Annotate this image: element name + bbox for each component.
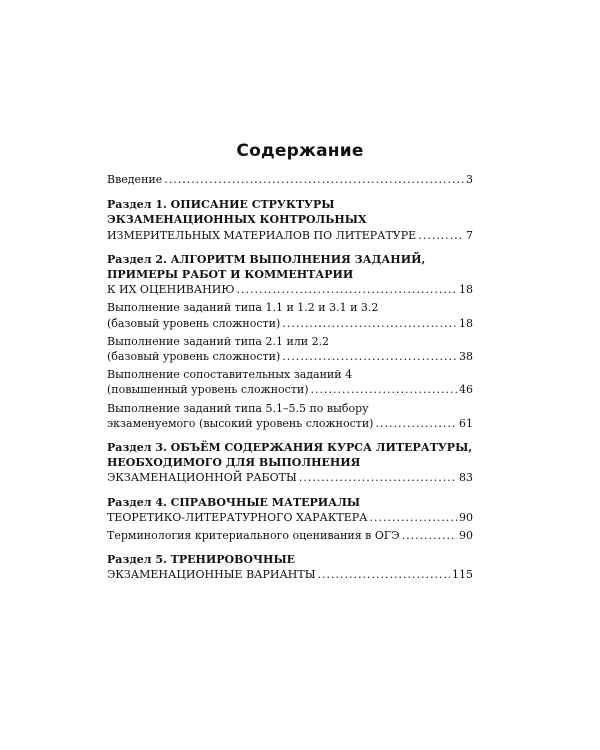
toc-section-4[interactable] bbox=[107, 495, 473, 525]
dot-leader bbox=[282, 316, 457, 331]
toc-subsection-title-line: (базовый уровень сложности) bbox=[107, 316, 281, 330]
dot-leader bbox=[418, 228, 464, 243]
dot-leader bbox=[318, 567, 450, 582]
dot-leader bbox=[299, 470, 457, 485]
toc-subsection[interactable] bbox=[107, 528, 473, 543]
toc-section-title-line: ПРИМЕРЫ РАБОТ И КОММЕНТАРИИ bbox=[107, 268, 354, 282]
toc-section-title-line: Раздел 1. ОПИСАНИЕ СТРУКТУРЫ bbox=[107, 198, 335, 212]
toc-page-number: 46 bbox=[459, 383, 473, 397]
toc-subsection-title-line: Терминология критериального оценивания в ОГЭ bbox=[107, 529, 400, 543]
toc-subsection[interactable] bbox=[107, 300, 473, 330]
toc-page-number: 18 bbox=[459, 316, 473, 330]
toc-subsection[interactable] bbox=[107, 334, 473, 364]
toc-page-number: 115 bbox=[452, 568, 473, 582]
toc-entry-label: Введение bbox=[107, 173, 163, 186]
toc-page-number: 7 bbox=[466, 228, 473, 242]
toc-entry-intro[interactable] bbox=[107, 172, 473, 187]
dot-leader bbox=[282, 349, 457, 364]
dot-leader bbox=[236, 282, 457, 297]
toc-section-title-line: Раздел 2. АЛГОРИТМ ВЫПОЛНЕНИЯ ЗАДАНИЙ, bbox=[107, 252, 426, 266]
toc-section-title-line: К ИХ ОЦЕНИВАНИЮ bbox=[107, 283, 235, 297]
dot-leader bbox=[311, 382, 457, 397]
toc-section-title-line: Раздел 4. СПРАВОЧНЫЕ МАТЕРИАЛЫ bbox=[107, 495, 361, 509]
toc-section-title-line: ИЗМЕРИТЕЛЬНЫХ МАТЕРИАЛОВ ПО ЛИТЕРАТУРЕ bbox=[107, 228, 417, 242]
toc-page-number: 61 bbox=[459, 416, 473, 430]
table-of-contents bbox=[107, 172, 473, 583]
toc-section-title-line: ЭКЗАМЕНАЦИОННЫЕ ВАРИАНТЫ bbox=[107, 568, 316, 582]
toc-section-title-line: НЕОБХОДИМОГО ДЛЯ ВЫПОЛНЕНИЯ bbox=[107, 456, 361, 470]
toc-subsection[interactable] bbox=[107, 401, 473, 431]
toc-subsection-title-line: Выполнение заданий типа 5.1–5.5 по выбору bbox=[107, 401, 369, 415]
toc-section-2[interactable] bbox=[107, 252, 473, 298]
toc-page-number: 83 bbox=[459, 471, 473, 485]
toc-section-5[interactable] bbox=[107, 552, 473, 582]
toc-subsection-title-line: Выполнение заданий типа 1.1 и 1.2 и 3.1 и 3.2 bbox=[107, 301, 379, 315]
toc-page-number: 18 bbox=[459, 283, 473, 297]
dot-leader bbox=[164, 172, 464, 187]
toc-page-number: 90 bbox=[459, 510, 473, 524]
dot-leader bbox=[402, 528, 457, 543]
toc-section-title-line: Раздел 5. ТРЕНИРОВОЧНЫЕ bbox=[107, 553, 296, 567]
toc-section-title-line: ЭКЗАМЕНАЦИОННОЙ РАБОТЫ bbox=[107, 471, 297, 485]
toc-page-number: 90 bbox=[459, 529, 473, 543]
toc-page-number: 3 bbox=[466, 173, 473, 186]
toc-subsection-title-line: экзаменуемого (высокий уровень сложности) bbox=[107, 416, 374, 430]
toc-section-1[interactable] bbox=[107, 197, 473, 243]
toc-page-number: 38 bbox=[459, 350, 473, 364]
toc-subsection-title-line: Выполнение сопоставительных заданий 4 bbox=[107, 368, 353, 382]
dot-leader bbox=[375, 416, 457, 431]
dot-leader bbox=[369, 510, 457, 525]
toc-subsection[interactable] bbox=[107, 367, 473, 397]
toc-section-3[interactable] bbox=[107, 440, 473, 486]
toc-section-title-line: Раздел 3. ОБЪЁМ СОДЕРЖАНИЯ КУРСА ЛИТЕРАТУРЫ, bbox=[107, 441, 473, 455]
toc-sections bbox=[107, 197, 473, 582]
toc-subsection-title-line: Выполнение заданий типа 2.1 или 2.2 bbox=[107, 334, 330, 348]
toc-section-title-line: ТЕОРЕТИКО-ЛИТЕРАТУРНОГО ХАРАКТЕРА bbox=[107, 510, 368, 524]
toc-subsection-title-line: (базовый уровень сложности) bbox=[107, 350, 281, 364]
toc-section-title-line: ЭКЗАМЕНАЦИОННЫХ КОНТРОЛЬНЫХ bbox=[107, 213, 367, 227]
toc-subsection-title-line: (повышенный уровень сложности) bbox=[107, 383, 309, 397]
page-title: Содержание bbox=[236, 141, 364, 161]
